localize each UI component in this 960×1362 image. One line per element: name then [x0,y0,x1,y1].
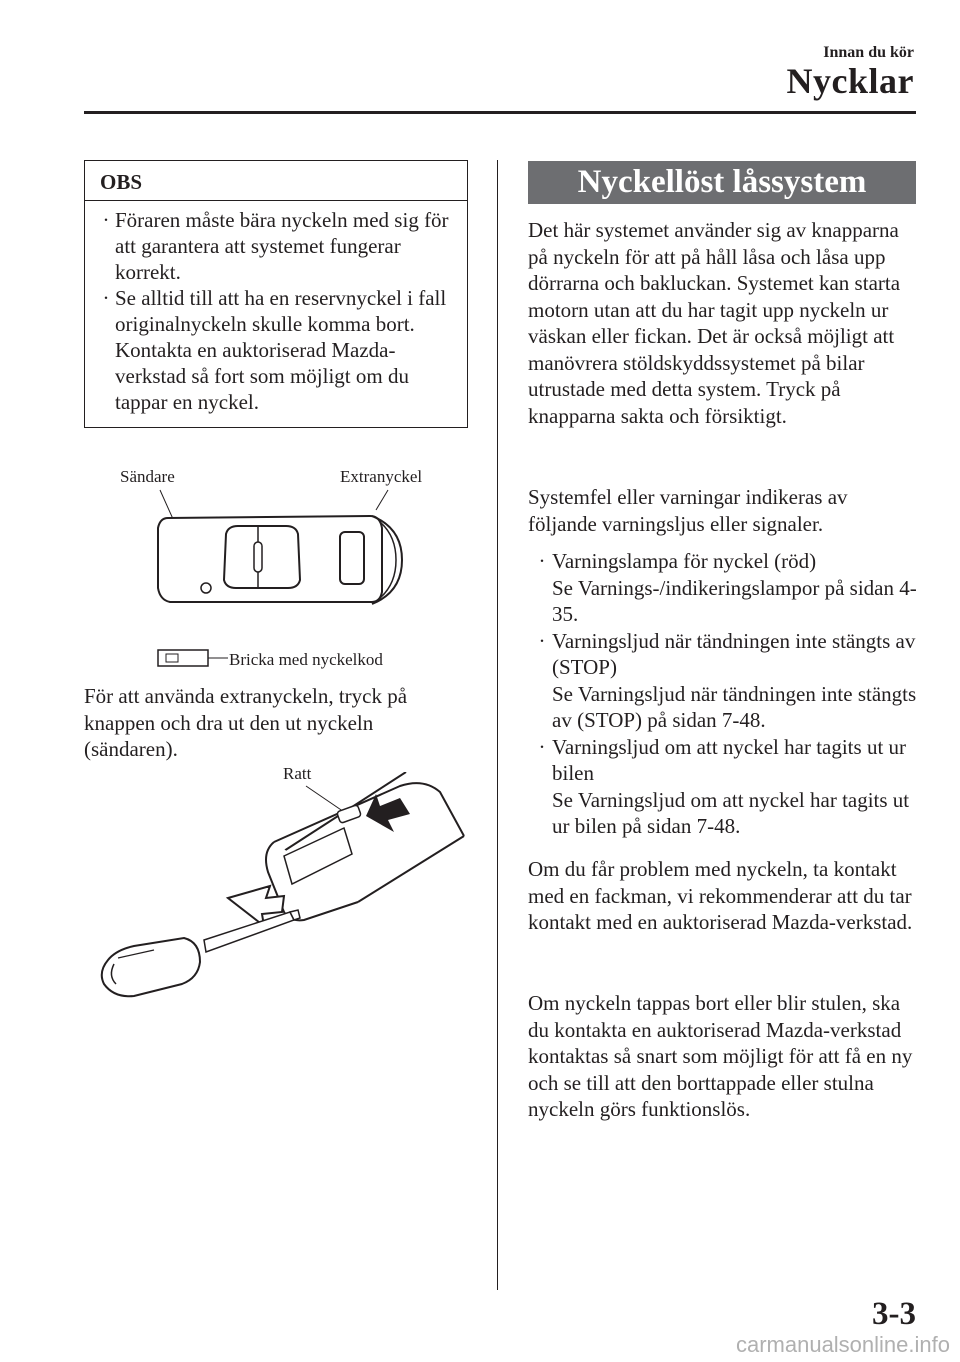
system-intro: Det här systemet använder sig av knapparna på nyckeln för att på håll låsa och låsa upp dörrarna och bakluckan. Systemet kan starta motorn utan att du har tagit upp nyckeln ur väskan eller fickan. Det är också möjligt att manövrera stöldskyddssystemet på bilar utrustade med detta system. Tryck på knapparna sakta och försiktigt. [528,218,901,428]
warning-title: Varningsljud om att nyckel har tagits ut ur bilen [552,734,907,785]
spare-key-removal-illustration [94,772,474,1032]
note-list [97,207,463,415]
lost-key-paragraph: Om nyckeln tappas bort eller blir stulen, ska du kontakta en auktoriserad Mazda-verkstad kontaktas så snart som möjligt för att få en ny och se till att den borttappade eller stulna nyckeln görs funktionslös. [528,991,913,1121]
bullet-icon: · [538,734,546,759]
key-fob-illustration [140,488,430,673]
section-heading: Nyckellöst låssystem [528,161,916,204]
bullet-icon: · [102,286,110,310]
label-transmitter: Sändare [120,467,175,486]
note-box [84,160,468,428]
label-knob: Ratt [283,764,312,783]
label-key-tag: Bricka med nyckelkod [229,650,383,669]
warning-ref: Se Varnings-/indikeringslampor på sidan 4-35. [552,575,917,626]
key-head [102,938,200,996]
chapter-label: Innan du kör [823,44,914,61]
problem-paragraph: Om du får problem med nyckeln, ta kontakt med en fackman, vi rekommenderar att du tar kontakt med en auktoriserad Mazda-verkstad. [528,857,913,934]
column-divider [497,160,498,1290]
note-title: OBS [85,161,467,201]
warnings-intro: Systemfel eller varningar indikeras av följande varningsljus eller signaler. [528,485,848,536]
release-button [340,532,364,584]
leader-line-spare-key [376,490,388,510]
label-spare-key: Extranyckel [340,467,423,486]
warning-item [532,548,918,628]
warning-ref: Se Varningsljud om att nyckel har tagits ut ur bilen på sidan 7-48. [552,787,910,838]
key-blade [204,912,294,952]
header-divider [84,111,916,114]
warning-title: Varningslampa för nyckel (röd) [552,549,817,573]
watermark: carmanualsonline.info [735,1332,950,1357]
bullet-icon: · [538,628,546,653]
spare-key-instructions: För att använda extranyckeln, tryck på knappen och dra ut den ut nyckeln (sändaren). [84,684,408,761]
led-indicator [201,583,211,593]
page-number: 3-3 [872,1296,916,1332]
page-title: Nycklar [786,61,914,101]
warning-item [532,734,918,840]
warning-item [532,628,918,734]
note-item: · Se alltid till att ha en reservnyckel i fall originalnyckeln skulle komma bort. Kontakta en auktoriserad Mazda-verkstad så fort som möjligt om du tappar en nyckel. [97,285,463,415]
push-arrow-icon [366,794,410,832]
bullet-icon: · [538,549,546,573]
bullet-icon: · [102,208,110,232]
warnings-list [532,548,918,840]
release-knob [337,805,362,824]
note-item: · Föraren måste bära nyckeln med sig för att garantera att systemet fungerar korrekt. [97,207,463,285]
warning-title: Varningsljud när tändningen inte stängts av (STOP) [552,628,916,679]
warning-ref: Se Varningsljud när tändningen inte stängts av (STOP) på sidan 7-48. [552,681,917,732]
